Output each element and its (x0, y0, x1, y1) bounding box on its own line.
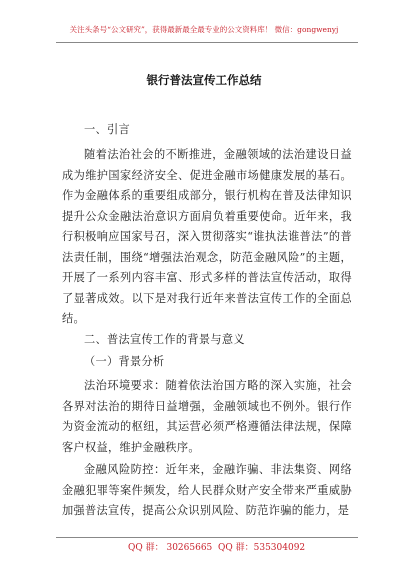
footer-divider (56, 537, 358, 538)
paragraph-legal-environment: 法治环境要求：随着依法治国方略的深入实施，社会各界对法治的期待日益增强，金融领域也不例外。银行作为资金流动的枢纽，其运营必须严格遵循法律法规，保障客户权益，维护金融秩序。 (62, 379, 352, 454)
footer-qq-group-1: QQ 群： 30265665 (128, 543, 213, 553)
paragraph-risk-control: 金融风险防控：近年来，金融诈骗、非法集资、网络金融犯罪等案件频发，给人民群众财产安全带来严重威胁加强普法宣传，提高公众识别风险、防范诈骗的能力，是 (62, 463, 352, 517)
header-note: 关注头条号“公文研究”，获得最新最全最专业的公文资料库！ 微信：gongwenyj (69, 25, 339, 34)
header-divider (56, 42, 358, 43)
paragraph-introduction: 随着法治社会的不断推进，金融领域的法治建设日益成为维护国家经济安全、促进金融市场健康发展的基石。作为金融体系的重要组成部分，银行机构在普及法律知识提升公众金融法治意识方面肩负着重要使命。近年来，我行积极响应国家号召，深入贯彻落实“谁执法谁普法”的普法责任制，围绕“增强法治观念，防范金融风险”的主题，开展了一系列内容丰富、形式多样的普法宣传活动，取得了显著成效。以下是对我行近年来普法宣传工作的全面总结。 (62, 148, 352, 325)
section-heading-background: 二、普法宣传工作的背景与意义 (84, 333, 245, 346)
document-title: 银行普法宣传工作总结 (146, 73, 262, 87)
subsection-heading-analysis: （一）背景分析 (84, 355, 165, 368)
footer-qq-group-2: QQ 群：535304092 (218, 543, 306, 553)
section-heading-introduction: 一、引言 (84, 123, 130, 136)
